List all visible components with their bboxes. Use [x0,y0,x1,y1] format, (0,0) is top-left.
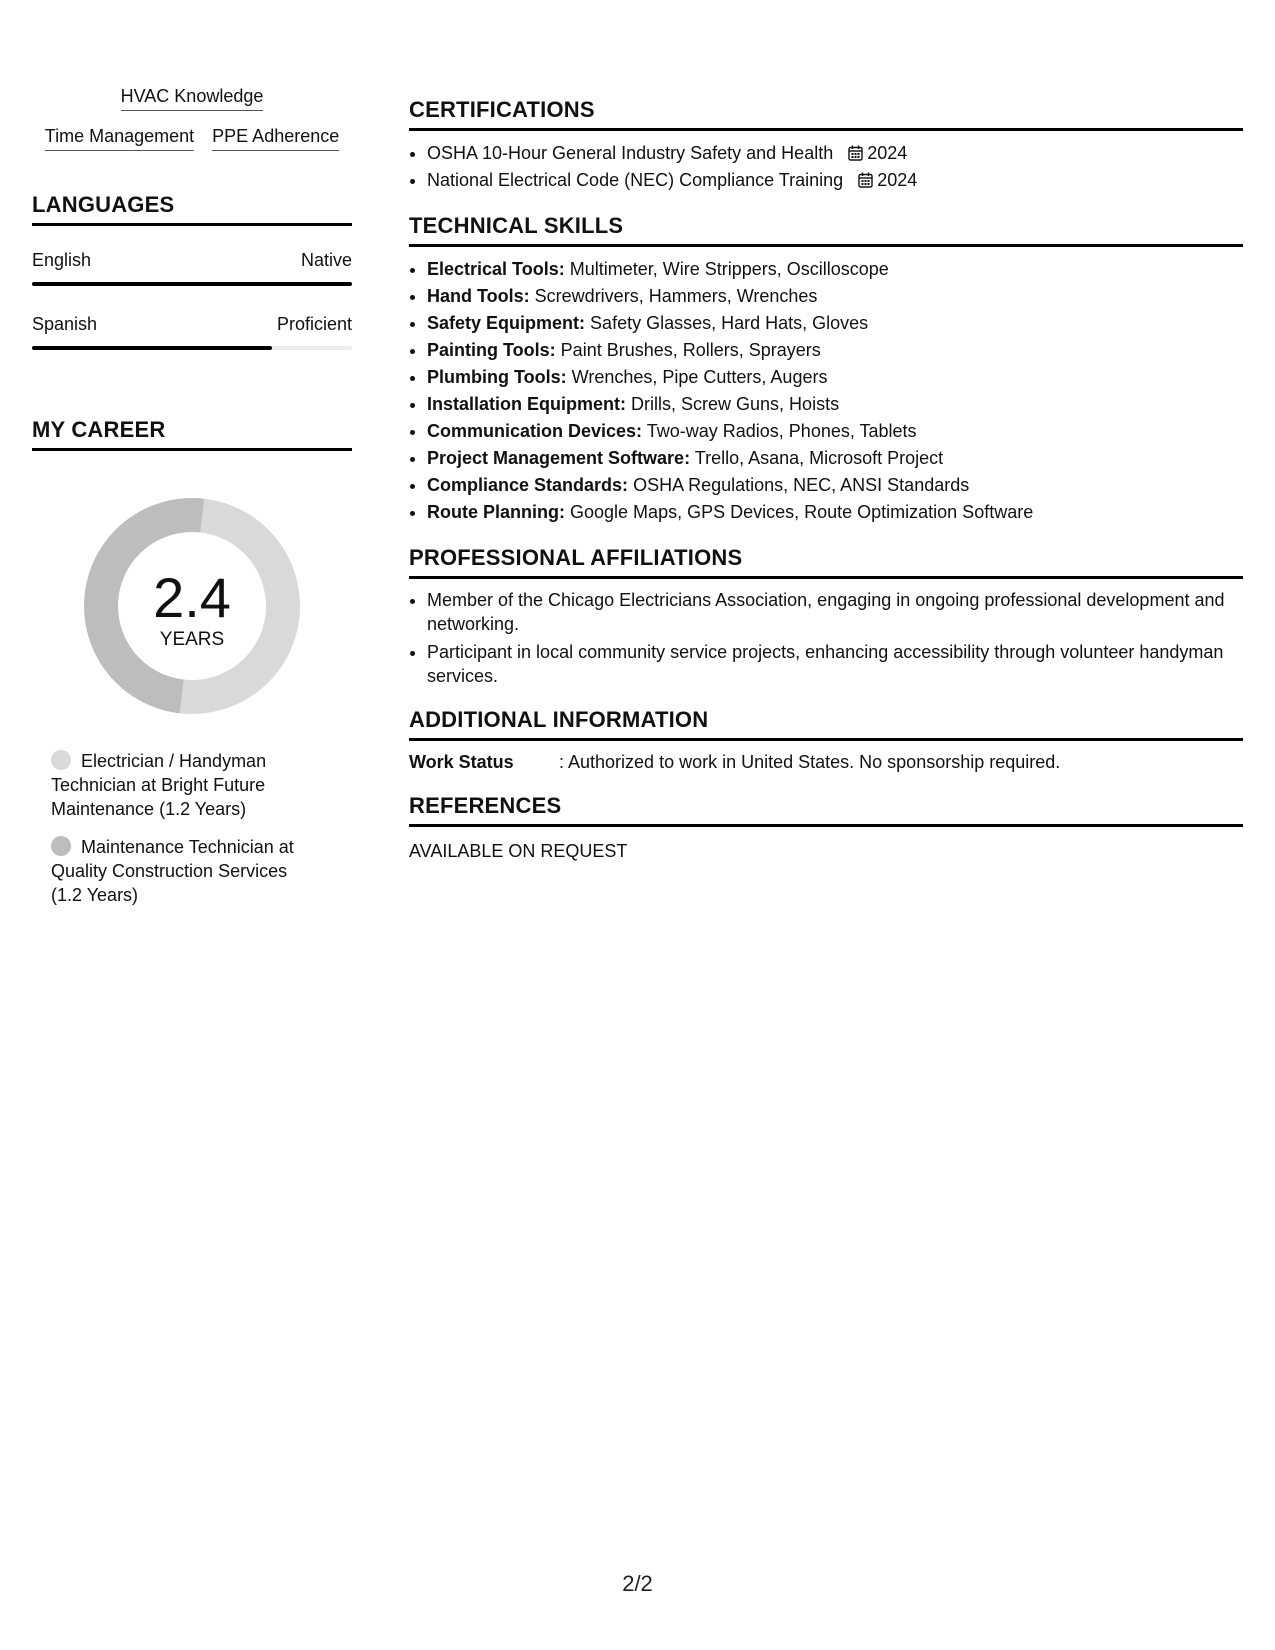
certification-item [427,167,1243,194]
skill-label: Plumbing Tools: [427,367,567,387]
certification-year: 2024 [877,170,918,190]
left-column [32,84,352,921]
skill-item [427,256,1243,283]
right-column [409,96,1243,881]
legend-dot [51,836,71,856]
affiliations-title: PROFESSIONAL AFFILIATIONS [409,544,1243,579]
technical-skills-title: TECHNICAL SKILLS [409,212,1243,247]
skill-item [427,364,1243,391]
additional-info-section [409,706,1243,774]
career-section [32,416,352,907]
certifications-section [409,96,1243,194]
technical-skills-list [409,256,1243,526]
skill-tags [32,84,352,151]
skill-value: Drills, Screw Guns, Hoists [631,394,840,414]
additional-info-title: ADDITIONAL INFORMATION [409,706,1243,741]
work-status-label: Work Status [409,752,514,772]
language-bar-fill [32,346,272,350]
work-status-row [409,750,1243,774]
skill-item [427,499,1243,526]
language-bar [32,346,352,350]
references-title: REFERENCES [409,792,1243,827]
affiliation-item: • Member of the Chicago Electricians Association, engaging in ongoing professional development and networking. [427,588,1243,636]
legend-dot [51,750,71,770]
language-name: Spanish [32,314,98,334]
language-name: English [32,250,92,270]
references-text: AVAILABLE ON REQUEST [409,841,628,861]
certification-year: 2024 [867,143,908,163]
calendar-icon [848,145,863,161]
career-donut-chart [79,493,305,719]
languages-section [32,191,352,350]
skill-value: Two-way Radios, Phones, Tablets [646,421,917,441]
language-item [32,248,352,286]
certifications-title: CERTIFICATIONS [409,96,1243,131]
certification-name: National Electrical Code (NEC) Compliance Training [427,170,844,190]
language-level: Proficient [276,314,352,334]
skill-label: Painting Tools: [427,340,556,360]
affiliation-item: • Participant in local community service projects, enhancing accessibility through volunteer handyman services. [427,640,1243,688]
technical-skills-section [409,212,1243,526]
page-number: 2/2 [622,1571,653,1596]
skill-label: Route Planning: [427,502,565,522]
career-total-unit: YEARS [159,629,225,650]
skill-value: Paint Brushes, Rollers, Sprayers [560,340,821,360]
skill-value: Safety Glasses, Hard Hats, Gloves [590,313,869,333]
legend-label: Electrician / Handyman Technician at Bright Future Maintenance (1.2 Years) [51,751,267,819]
legend-label: Maintenance Technician at Quality Construction Services (1.2 Years) [51,837,294,905]
references-section [409,792,1243,863]
affiliations-section [409,544,1243,688]
legend-item [51,835,321,907]
skill-item [427,283,1243,310]
skill-label: Hand Tools: [427,286,530,306]
skill-value: Screwdrivers, Hammers, Wrenches [534,286,818,306]
work-status-value: : Authorized to work in United States. No sponsorship required. [559,752,1061,772]
affiliations-list [409,588,1243,688]
skill-label: Installation Equipment: [427,394,627,414]
career-legend [32,749,352,907]
skill-value: Multimeter, Wire Strippers, Oscilloscope [569,259,889,279]
skill-row-2 [32,124,352,151]
certification-item [427,140,1243,167]
skill-tag: Time Management [45,124,194,151]
skill-value: Wrenches, Pipe Cutters, Augers [571,367,828,387]
skill-item [427,445,1243,472]
certification-name: OSHA 10-Hour General Industry Safety and Health [427,143,834,163]
skill-value: OSHA Regulations, NEC, ANSI Standards [633,475,970,495]
language-level: Native [300,250,352,270]
skill-value: Trello, Asana, Microsoft Project [694,448,944,468]
languages-title: LANGUAGES [32,191,352,226]
skill-item [427,337,1243,364]
language-list [32,248,352,350]
certification-list [409,140,1243,194]
skill-item [427,472,1243,499]
skill-item [427,418,1243,445]
legend-item [51,749,321,821]
skill-label: Project Management Software: [427,448,691,468]
language-item [32,312,352,350]
skill-value: Google Maps, GPS Devices, Route Optimization Software [570,502,1034,522]
skill-label: Communication Devices: [427,421,643,441]
language-bar [32,282,352,286]
skill-label: Safety Equipment: [427,313,586,333]
skill-item [427,391,1243,418]
career-total-value: 2.4 [153,566,231,629]
skill-row-1 [32,84,352,111]
skill-label: Compliance Standards: [427,475,629,495]
career-title: MY CAREER [32,416,352,451]
skill-tag: HVAC Knowledge [121,84,264,111]
skill-item [427,310,1243,337]
skill-label: Electrical Tools: [427,259,565,279]
calendar-icon [858,172,873,188]
skill-tag: PPE Adherence [212,124,339,151]
language-bar-fill [32,282,352,286]
